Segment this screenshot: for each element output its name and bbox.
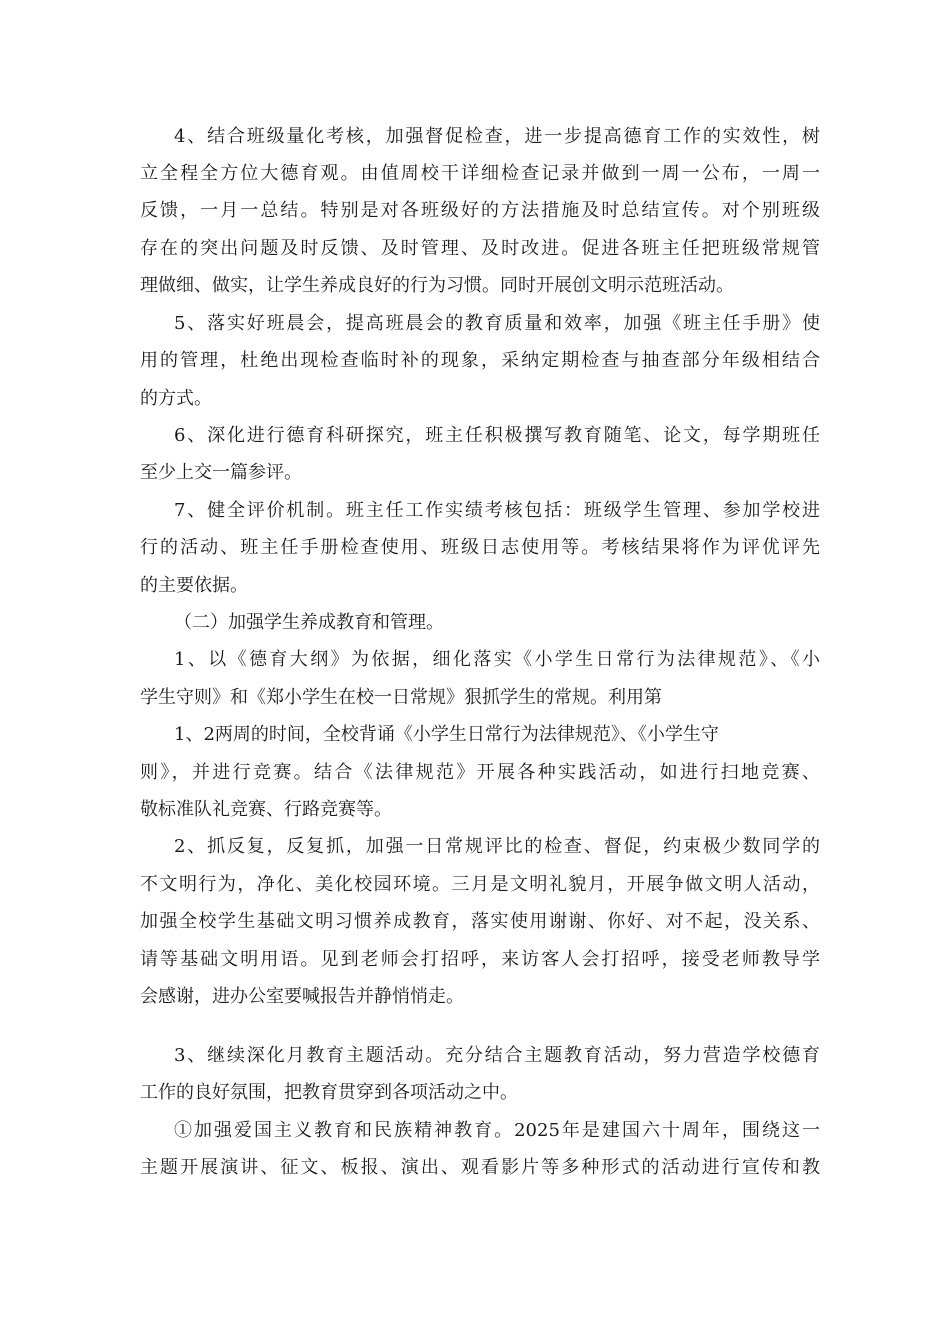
text-line: 存在的突出问题及时反馈、及时管理、及时改进。促进各班主任把班级常规管 (140, 238, 820, 259)
text-line: 的主要依据。 (140, 575, 248, 596)
text-line: 工作的良好氛围，把教育贯穿到各项活动之中。 (140, 1082, 518, 1103)
text-line: 学生守则》和《郑小学生在校一日常规》狠抓学生的常规。利用第 (140, 687, 662, 708)
text-line: 立全程全方位大德育观。由值周校干详细检查记录并做到一周一公布，一周一 (140, 163, 820, 184)
text-line: 请等基础文明用语。见到老师会打招呼，来访客人会打招呼，接受老师教导学 (140, 949, 820, 970)
text-line: 5、落实好班晨会，提高班晨会的教育质量和效率，加强《班主任手册》使 (174, 313, 820, 334)
text-line: 理做细、做实，让学生养成良好的行为习惯。同时开展创文明示范班活动。 (140, 275, 734, 296)
text-line: 6、深化进行德育科研探究，班主任积极撰写教育随笔、论文，每学期班任 (174, 425, 820, 446)
text-line: 的方式。 (140, 388, 212, 409)
text-line: 会感谢，进办公室要喊报告并静悄悄走。 (140, 986, 464, 1007)
text-line: 加强全校学生基础文明习惯养成教育，落实使用谢谢、你好、对不起，没关系、 (140, 911, 820, 932)
text-line: 敬标准队礼竞赛、行路竞赛等。 (140, 799, 392, 820)
text-line: 反馈，一月一总结。特别是对各班级好的方法措施及时总结宣传。对个别班级 (140, 200, 820, 221)
text-line: 4、结合班级量化考核，加强督促检查，进一步提高德育工作的实效性，树 (174, 126, 820, 147)
text-line: ①加强爱国主义教育和民族精神教育。2025年是建国六十周年，围绕这一 (174, 1120, 820, 1141)
text-line: 至少上交一篇参评。 (140, 462, 302, 483)
text-line: 1、2两周的时间，全校背诵《小学生日常行为法律规范》、《小学生守 (174, 724, 719, 745)
text-line: 2、抓反复，反复抓，加强一日常规评比的检查、督促，约束极少数同学的 (174, 836, 820, 857)
text-line: 不文明行为，净化、美化校园环境。三月是文明礼貌月，开展争做文明人活动， (140, 874, 820, 895)
text-line: 则》，并进行竞赛。结合《法律规范》开展各种实践活动，如进行扫地竞赛、 (140, 762, 820, 783)
text-line: 7、健全评价机制。班主任工作实绩考核包括：班级学生管理、参加学校进 (174, 500, 820, 521)
text-line: 用的管理，杜绝出现检查临时补的现象，采纳定期检查与抽查部分年级相结合 (140, 350, 820, 371)
text-line: 行的活动、班主任手册检查使用、班级日志使用等。考核结果将作为评优评先 (140, 537, 820, 558)
section-heading: （二）加强学生养成教育和管理。 (174, 612, 444, 633)
text-line: 1、以《德育大纲》为依据，细化落实《小学生日常行为法律规范》、《小 (174, 649, 820, 670)
text-line: 主题开展演讲、征文、板报、演出、观看影片等多种形式的活动进行宣传和教 (140, 1157, 820, 1178)
text-line: 3、继续深化月教育主题活动。充分结合主题教育活动，努力营造学校德育 (174, 1045, 820, 1066)
